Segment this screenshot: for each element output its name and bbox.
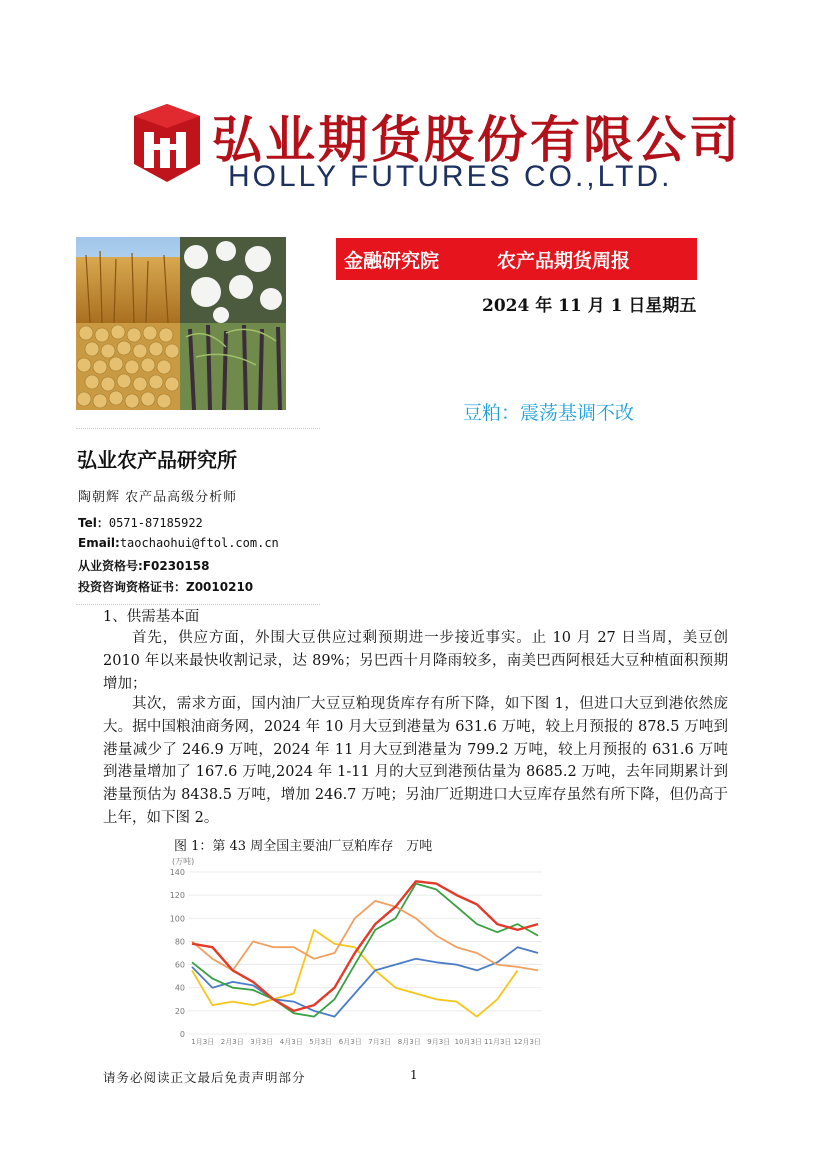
- soybean-meal-inventory-chart: [170, 852, 550, 1060]
- x-tick-label: 9月3日: [427, 1038, 451, 1046]
- x-tick-label: 12月3日: [513, 1038, 541, 1046]
- body-paragraph-supply: 首先，供应方面，外围大豆供应过剩预期进一步接近事实。止 10 月 27 日当周，美豆创 2010 年以来最快收割记录，达 89%；另巴西十月降雨较多，南美巴西阿根廷大豆种植面积预期增加；: [103, 630, 728, 692]
- disclaimer-note: 请务必阅读正文最后免责声明部分: [103, 1070, 306, 1085]
- page-number: 1: [410, 1068, 418, 1082]
- sugarcane-photo: [180, 323, 286, 410]
- company-name-en: HOLLY FUTURES CO.,LTD.: [228, 160, 673, 193]
- x-tick-label: 5月3日: [309, 1038, 333, 1046]
- y-tick-label: 140: [170, 868, 185, 877]
- series-line-1: [192, 930, 518, 1017]
- section-title: 1、供需基本面: [103, 609, 200, 625]
- x-tick-label: 11月3日: [484, 1038, 512, 1046]
- x-tick-label: 7月3日: [368, 1038, 392, 1046]
- report-banner: [336, 238, 697, 280]
- y-tick-label: 20: [174, 1006, 185, 1016]
- analyst-qualification: 从业资格号:F0230158: [78, 559, 210, 573]
- analyst-certificate: 投资咨询资格证书：Z0010210: [78, 580, 254, 594]
- analyst-email: Email:taochaohui@ftol.com.cn: [78, 536, 279, 550]
- divider: [76, 428, 320, 429]
- y-tick-label: 100: [170, 914, 185, 924]
- x-tick-label: 2月3日: [220, 1038, 244, 1046]
- y-tick-label: 80: [174, 937, 185, 947]
- y-tick-label: 60: [174, 960, 185, 970]
- y-tick-label: 0: [179, 1030, 185, 1039]
- institute-name: 弘业农产品研究所: [77, 448, 237, 472]
- company-logo-icon: [134, 104, 200, 182]
- y-tick-label: 40: [174, 983, 185, 993]
- x-tick-label: 1月3日: [191, 1038, 215, 1046]
- x-tick-label: 10月3日: [454, 1038, 482, 1046]
- series-line-3: [192, 884, 538, 1017]
- report-date: 2024 年 11 月 1 日星期五: [482, 296, 697, 316]
- analyst-phone: Tel：0571-87185922: [78, 516, 203, 530]
- banner-department: 金融研究院: [344, 249, 440, 272]
- agriculture-photo-collage: [76, 237, 286, 410]
- report-headline: 豆粕：震荡基调不改: [463, 402, 635, 424]
- y-tick-label: 120: [170, 891, 185, 901]
- analyst-name: 陶朝辉 农产品高级分析师: [78, 490, 238, 505]
- x-tick-label: 4月3日: [279, 1038, 303, 1046]
- figure-caption: 图 1：第 43 周全国主要油厂豆粕库存 万吨: [174, 839, 433, 854]
- x-tick-label: 8月3日: [397, 1038, 421, 1046]
- x-tick-label: 6月3日: [338, 1038, 362, 1046]
- body-paragraph-demand: 其次，需求方面，国内油厂大豆豆粕现货库存有所下降，如下图 1，但进口大豆到港依然庞大。据中国粮油商务网，2024 年 10 月大豆到港量为 631.6 万吨，较上月预报的 878.5 万吨到港量减少了 246.9 万吨，2024 年 11 月大豆到港量为 799.2 万吨，较上月预报的 631.6 万吨到港量增加了 167.6 万吨,2024 年 1-11 月的大豆到港预估量为 8685.2 万吨，去年同期累计到港量预估为 8438.5 万吨，增加 246.7 万吨；另油厂近期进口大豆库存虽然有所下降，但仍高于上年，如下图 2。: [103, 696, 728, 826]
- x-tick-label: 3月3日: [250, 1038, 274, 1046]
- banner-report-type: 农产品期货周报: [497, 249, 631, 272]
- company-name-cn: 弘业期货股份有限公司: [212, 111, 742, 169]
- y-axis-label: (万吨): [172, 857, 195, 866]
